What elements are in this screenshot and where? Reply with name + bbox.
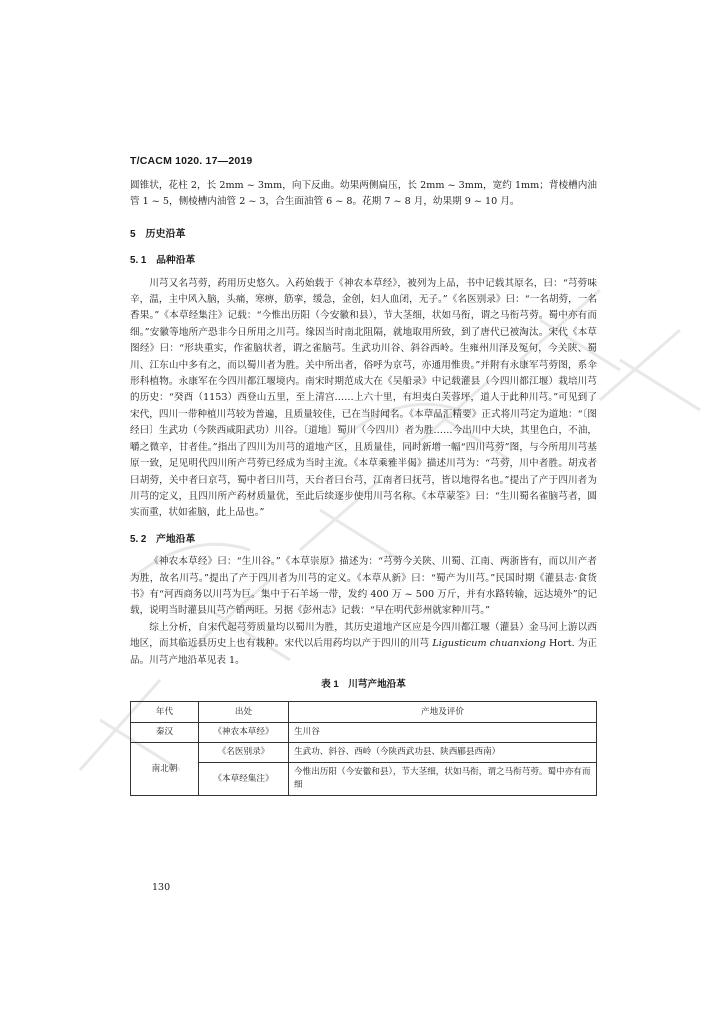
paragraph-text: Hort. 为正品。川芎产地沿革见表 1。 xyxy=(130,638,598,666)
origin-history-table xyxy=(130,701,597,796)
column-header: 出处 xyxy=(199,702,289,723)
origin-history-paragraph-1: 《神农本草经》曰：“生川谷。”《本草崇原》描述为：“芎䓖今关陕、川蜀、江南、两浙皆有，而以川产者为胜，故名川芎。”提出了产于四川者为川芎的定义。《本草从新》曰：“蜀产为川芎。”民国时期《灌县志·食货书》有“河西商务以川芎为巨。集中于石羊场一带，发约 400 万 ~ 500 万斤，并有水路转输，远达境外”的记载，说明当时灌县川芎产销两旺。另据《彭州志》记载：“早在明代彭州就家种川芎。” xyxy=(130,556,597,617)
description-cell: 生川谷 xyxy=(289,723,597,743)
column-header: 年代 xyxy=(131,702,199,723)
page-number: 130 xyxy=(152,882,171,893)
source-cell: 《神农本草经》 xyxy=(199,723,289,743)
latin-name: Ligusticum chuanxiong xyxy=(432,638,546,650)
paragraph-text: 综上分析，自宋代起芎䓖质量均以蜀川为胜，其历史道地产区应是今四川都江堰（灌县）金马河上游以西地区，而其临近县历史上也有栽种。宋代以后用药均以产于四川的川芎 xyxy=(130,621,597,650)
column-header: 产地及评价 xyxy=(289,702,597,723)
subsection-title-variety: 5. 1 品种沿革 xyxy=(130,255,196,267)
standard-code: T/CACM 1020. 17—2019 xyxy=(130,155,253,167)
origin-history-paragraph-2 xyxy=(130,620,597,669)
variety-history-paragraph: 川芎又名芎䓖，药用历史悠久。入药始载于《神农本草经》，被列为上品，书中记载其原名，曰：“芎䓖味辛，温，主中风入脑，头痛，寒痹，筋挛，缓急，金创，妇人血闭，无子。”《名医别录》曰：“一名胡䓖，一名香果。”《本草经集注》记载：“今惟出历阳（今安徽和县），节大茎细，状如马衔，谓之马衔芎䓖。蜀中亦有而细。”安徽等地所产恐非今日所用之川芎。缘因当时南北阻隔，就地取用所致，到了唐代已被淘汰。宋代《本草图经》曰：“形块重实，作雀脑状者，谓之雀脑芎。生武功川谷、斜谷西岭。生雍州川泽及冤句，今关陕、蜀川、江东山中多有之，而以蜀川者为胜。关中所出者，俗呼为京芎，亦通用惟贵。”并附有永康军芎䓖图，系伞形科植物。永康军在今四川都江堰境内。南宋时期范成大在《吴船录》中记载灌县（今四川都江堰）栽培川芎的历史：“癸酉（1153）西登山五里，至上清宫……上六十里，有坦夷白芙蓉坪，道人于此种川芎。”可见到了宋代，四川一带种植川芎较为普遍，且质量较佳，已在当时闻名。《本草品汇精要》正式将川芎定为道地：“〔图经曰〕生武功（今陕西咸阳武功）川谷。〔道地〕蜀川（今四川）者为胜……今出川中大块，其里色白，不油，嚼之微辛，甘者佳。”指出了四川为川芎的道地产区，且质量佳，同时新增一幅“四川芎䓖”图，与今所用川芎基原一致，足见明代四川所产芎䓖已经成为当时主流。《本草乘雅半偈》描述川芎为：“芎䓖，川中者胜。胡戎者曰胡䓖，关中者曰京芎，蜀中者曰川芎，天台者曰台芎，江南者曰抚芎，皆以地得名也。”提出了产于四川者为川芎的定义，且四川所产药材质量优，至此后续逐步使用川芎名称。《本草蒙筌》曰：“生川蜀名雀脑芎者，圆实而重，状如雀脑，此上品也。” xyxy=(130,277,597,519)
source-cell: 《本草经集注》 xyxy=(199,763,289,796)
table-row xyxy=(131,763,597,796)
subsection-title-origin: 5. 2 产地沿革 xyxy=(130,533,196,545)
table-row xyxy=(131,723,597,743)
description-cell: 生武功、斜谷、西岭（今陕西武功县、陕西郿县西南） xyxy=(289,743,597,763)
table-header-row xyxy=(131,702,597,723)
intro-paragraph: 圆锥状，花柱 2，长 2mm ~ 3mm，向下反曲。幼果两侧扁压，长 2mm ~ 3mm，宽约 1mm；背棱槽内油管 1 ~ 5，侧棱槽内油管 2 ~ 3，合生面油管 6 ~ 8。花期 7 ~ 8 月，幼果期 9 ~ 10 月。 xyxy=(130,180,597,208)
page-content xyxy=(130,178,597,796)
description-cell: 今惟出历阳（今安徽和县），节大茎细，状如马衔，谓之马衔芎䓖。蜀中亦有而细 xyxy=(289,763,597,796)
era-cell: 秦汉 xyxy=(131,723,199,743)
table-row xyxy=(131,743,597,763)
source-cell: 《名医别录》 xyxy=(199,743,289,763)
section-title: 5 历史沿革 xyxy=(130,228,186,240)
era-cell: 南北朝 xyxy=(131,743,199,796)
table-caption: 表 1 川芎产地沿革 xyxy=(321,678,406,690)
